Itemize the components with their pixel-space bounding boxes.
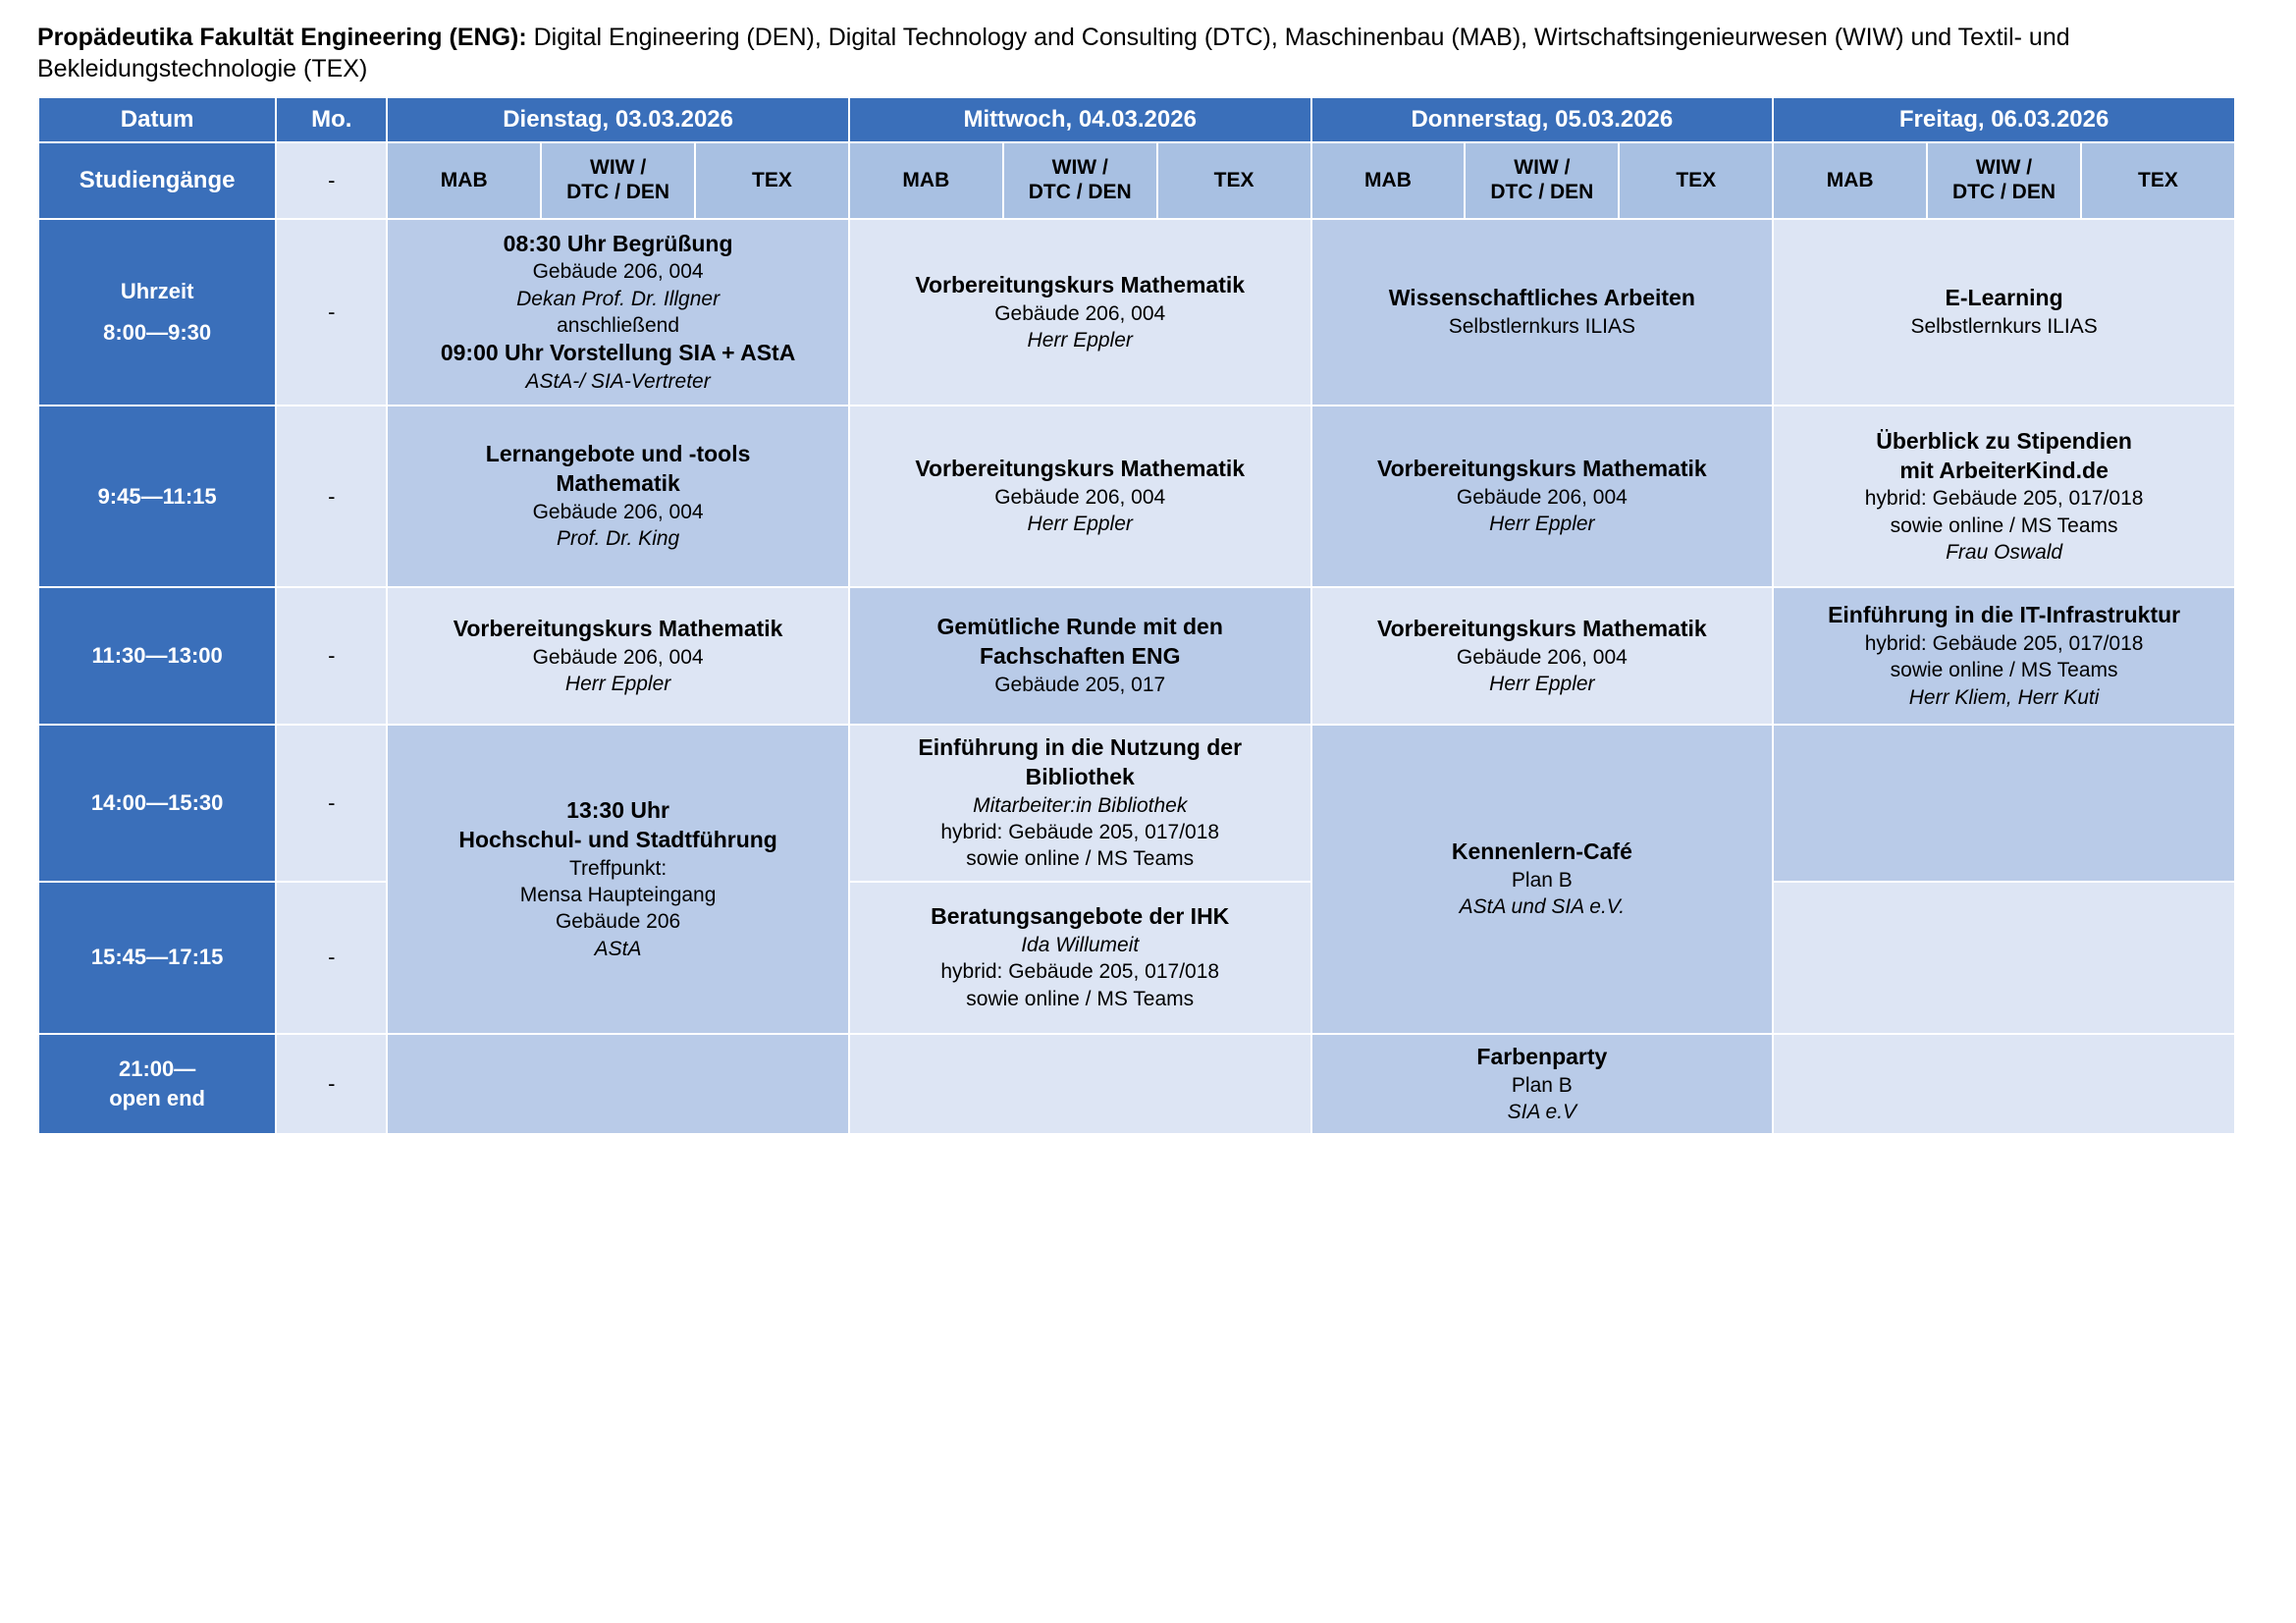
event-tue-slot1-person2: AStA-/ SIA-Vertreter: [525, 370, 711, 394]
event-wed-slot2: [849, 406, 1311, 587]
event-tue-slot4-org: AStA: [594, 937, 642, 960]
event-wed-slot2-person: Herr Eppler: [1027, 513, 1133, 536]
program-wed-wiw: [1003, 142, 1157, 219]
program-tue-wiw-line2: DTC / DEN: [566, 181, 670, 203]
event-fri-slot5-empty: [1773, 882, 2235, 1034]
event-thu-slot6-title: Farbenparty: [1476, 1043, 1608, 1069]
event-wed-slot4-title1: Einführung in die Nutzung der: [918, 734, 1243, 760]
table-row: [38, 882, 2235, 1034]
program-thu-wiw-line2: DTC / DEN: [1490, 181, 1594, 203]
event-fri-slot2-loc: hybrid: Gebäude 205, 017/018: [1864, 487, 2144, 511]
event-wed-slot4-loc: hybrid: Gebäude 205, 017/018: [940, 821, 1220, 844]
event-thu-slot4-org: AStA und SIA e.V.: [1459, 895, 1626, 919]
header-day-thursday: Donnerstag, 05.03.2026: [1311, 97, 1774, 142]
event-thu-slot2-person: Herr Eppler: [1489, 513, 1595, 536]
table-row: [38, 725, 2235, 882]
event-wed-slot5: [849, 882, 1311, 1034]
event-wed-slot3: [849, 587, 1311, 725]
event-tue-slot4-place: Mensa Haupteingang: [519, 883, 717, 906]
event-wed-slot5-loc: hybrid: Gebäude 205, 017/018: [940, 960, 1220, 984]
page-title-bold: Propädeutika Fakultät Engineering (ENG):: [37, 24, 527, 51]
event-thu-slot3-loc: Gebäude 206, 004: [1456, 645, 1628, 669]
table-row: [38, 1034, 2235, 1134]
table-row: [38, 219, 2235, 406]
event-tue-slot2-title1: Lernangebote und -tools: [485, 441, 751, 467]
event-tue-slot2-person: Prof. Dr. King: [556, 527, 680, 551]
program-fri-wiw-line2: DTC / DEN: [1952, 181, 2056, 203]
event-tue-slot4-building: Gebäude 206: [555, 910, 681, 934]
event-wed-slot1-person: Herr Eppler: [1027, 328, 1133, 352]
event-tue-slot4-title: Hochschul- und Stadtführung: [458, 826, 777, 852]
event-thu-slot1-sub: Selbstlernkurs ILIAS: [1448, 315, 1635, 339]
monday-value-header: -: [276, 142, 387, 219]
event-tue-slot1-loc: Gebäude 206, 004: [532, 260, 704, 284]
program-tue-wiw-line1: WIW /: [590, 156, 647, 180]
time-slot-3: 11:30—13:00: [38, 587, 276, 725]
event-wed-slot6-empty: [849, 1034, 1311, 1134]
event-thu-slot2-title: Vorbereitungskurs Mathematik: [1377, 456, 1707, 482]
event-wed-slot4-title2: Bibliothek: [1025, 763, 1135, 789]
event-thu-slot6-loc: Plan B: [1511, 1073, 1573, 1097]
monday-cell-4: -: [276, 725, 387, 882]
event-fri-slot2-title2: mit ArbeiterKind.de: [1899, 457, 2109, 483]
event-fri-slot3: [1773, 587, 2235, 725]
event-wed-slot5-person: Ida Willumeit: [1021, 934, 1140, 957]
event-tue-slot3-title: Vorbereitungskurs Mathematik: [453, 615, 783, 641]
program-wed-wiw-line1: WIW /: [1051, 156, 1108, 180]
event-tue-slot3: [387, 587, 849, 725]
event-fri-slot3-online: sowie online / MS Teams: [1890, 659, 2118, 682]
event-thu-slot4-5: [1311, 725, 1774, 1034]
event-thu-slot6: [1311, 1034, 1774, 1134]
event-tue-slot1-title1: 08:30 Uhr Begrüßung: [503, 230, 733, 256]
event-wed-slot4-online: sowie online / MS Teams: [966, 847, 1195, 871]
program-wed-mab: MAB: [849, 142, 1003, 219]
time-slot-6-line1: 21:00—: [118, 1056, 196, 1082]
program-thu-wiw-line1: WIW /: [1514, 156, 1571, 180]
event-tue-slot3-person: Herr Eppler: [564, 672, 671, 695]
header-day-tuesday: Dienstag, 03.03.2026: [387, 97, 849, 142]
time-slot-6: [38, 1034, 276, 1134]
header-datum: Datum: [38, 97, 276, 142]
event-tue-slot6-empty: [387, 1034, 849, 1134]
event-fri-slot4-empty: [1773, 725, 2235, 882]
page-title-rest: Digital Engineering (DEN), Digital Technology and Consulting (DTC), Maschinenbau (MAB), Wirtschaftsingenieurwesen (WIW) und Textil- und Bekleidungstechnologie (TEX): [37, 24, 2070, 82]
event-fri-slot3-person: Herr Kliem, Herr Kuti: [1908, 685, 2100, 709]
event-thu-slot1: [1311, 219, 1774, 406]
event-fri-slot6-empty: [1773, 1034, 2235, 1134]
event-wed-slot5-title: Beratungsangebote der IHK: [931, 903, 1230, 930]
event-wed-slot1: [849, 219, 1311, 406]
event-fri-slot3-loc: hybrid: Gebäude 205, 017/018: [1864, 632, 2144, 655]
event-tue-slot2-loc: Gebäude 206, 004: [532, 501, 704, 524]
time-slot-6-line2: open end: [109, 1085, 205, 1110]
event-fri-slot2-title1: Überblick zu Stipendien: [1876, 427, 2132, 454]
event-wed-slot3-title1: Gemütliche Runde mit den: [936, 614, 1223, 640]
event-thu-slot4-loc: Plan B: [1511, 868, 1573, 892]
event-thu-slot3-title: Vorbereitungskurs Mathematik: [1377, 615, 1707, 641]
event-wed-slot2-loc: Gebäude 206, 004: [994, 486, 1166, 510]
table-header-programs: [38, 142, 2235, 219]
event-wed-slot3-title2: Fachschaften ENG: [979, 643, 1181, 670]
monday-cell-1: -: [276, 219, 387, 406]
event-tue-slot4-5: [387, 725, 849, 1034]
event-wed-slot2-title: Vorbereitungskurs Mathematik: [915, 456, 1246, 482]
event-tue-slot1-person: Dekan Prof. Dr. Illgner: [516, 287, 721, 310]
schedule-table: [37, 96, 2236, 1135]
program-thu-mab: MAB: [1311, 142, 1466, 219]
event-tue-slot1-title2: 09:00 Uhr Vorstellung SIA + AStA: [440, 340, 796, 366]
program-wed-wiw-line2: DTC / DEN: [1028, 181, 1132, 203]
time-slot-1-line1: Uhrzeit: [120, 279, 194, 304]
event-tue-slot3-loc: Gebäude 206, 004: [532, 645, 704, 669]
event-fri-slot1-title: E-Learning: [1945, 285, 2063, 311]
monday-cell-3: -: [276, 587, 387, 725]
event-thu-slot2: [1311, 406, 1774, 587]
program-fri-wiw-line1: WIW /: [1975, 156, 2033, 180]
table-row: [38, 587, 2235, 725]
event-fri-slot2: [1773, 406, 2235, 587]
event-tue-slot1: [387, 219, 849, 406]
program-tue-wiw: [541, 142, 695, 219]
event-fri-slot1-sub: Selbstlernkurs ILIAS: [1910, 315, 2098, 339]
time-slot-5: 15:45—17:15: [38, 882, 276, 1034]
header-studiengaenge: Studiengänge: [38, 142, 276, 219]
time-slot-4: 14:00—15:30: [38, 725, 276, 882]
program-thu-tex: TEX: [1619, 142, 1773, 219]
event-thu-slot1-title: Wissenschaftliches Arbeiten: [1388, 285, 1695, 311]
event-wed-slot4-person: Mitarbeiter:in Bibliothek: [973, 793, 1188, 817]
monday-cell-5: -: [276, 882, 387, 1034]
program-tue-mab: MAB: [387, 142, 541, 219]
program-tue-tex: TEX: [695, 142, 849, 219]
monday-cell-6: -: [276, 1034, 387, 1134]
event-fri-slot3-title: Einführung in die IT-Infrastruktur: [1828, 602, 2181, 628]
event-tue-slot1-note: anschließend: [557, 314, 680, 337]
program-fri-wiw: [1927, 142, 2081, 219]
event-tue-slot4-meet: Treffpunkt:: [568, 856, 667, 880]
event-wed-slot4: [849, 725, 1311, 882]
event-wed-slot1-loc: Gebäude 206, 004: [994, 301, 1166, 325]
event-thu-slot3: [1311, 587, 1774, 725]
time-slot-1: [38, 219, 276, 406]
header-monday: Mo.: [276, 97, 387, 142]
event-fri-slot1: [1773, 219, 2235, 406]
time-slot-2: 9:45—11:15: [38, 406, 276, 587]
event-thu-slot6-org: SIA e.V: [1507, 1100, 1577, 1123]
program-fri-mab: MAB: [1773, 142, 1927, 219]
program-fri-tex: TEX: [2081, 142, 2235, 219]
event-wed-slot5-online: sowie online / MS Teams: [966, 987, 1195, 1010]
page-title: [37, 22, 2266, 84]
header-day-wednesday: Mittwoch, 04.03.2026: [849, 97, 1311, 142]
event-fri-slot2-person: Frau Oswald: [1946, 541, 2063, 565]
event-thu-slot2-loc: Gebäude 206, 004: [1456, 486, 1628, 510]
header-day-friday: Freitag, 06.03.2026: [1773, 97, 2235, 142]
event-wed-slot1-title: Vorbereitungskurs Mathematik: [915, 271, 1246, 298]
time-slot-1-line2: 8:00—9:30: [103, 320, 212, 345]
table-row: [38, 406, 2235, 587]
event-thu-slot3-person: Herr Eppler: [1489, 672, 1595, 695]
event-fri-slot2-online: sowie online / MS Teams: [1890, 514, 2118, 537]
event-wed-slot3-loc: Gebäude 205, 017: [994, 674, 1166, 697]
program-wed-tex: TEX: [1157, 142, 1311, 219]
table-header-days: [38, 97, 2235, 142]
event-tue-slot2-title2: Mathematik: [556, 470, 680, 497]
program-thu-wiw: [1465, 142, 1619, 219]
event-tue-slot2: [387, 406, 849, 587]
event-thu-slot4-title: Kennenlern-Café: [1451, 839, 1632, 865]
event-tue-slot4-time: 13:30 Uhr: [566, 796, 669, 823]
monday-cell-2: -: [276, 406, 387, 587]
